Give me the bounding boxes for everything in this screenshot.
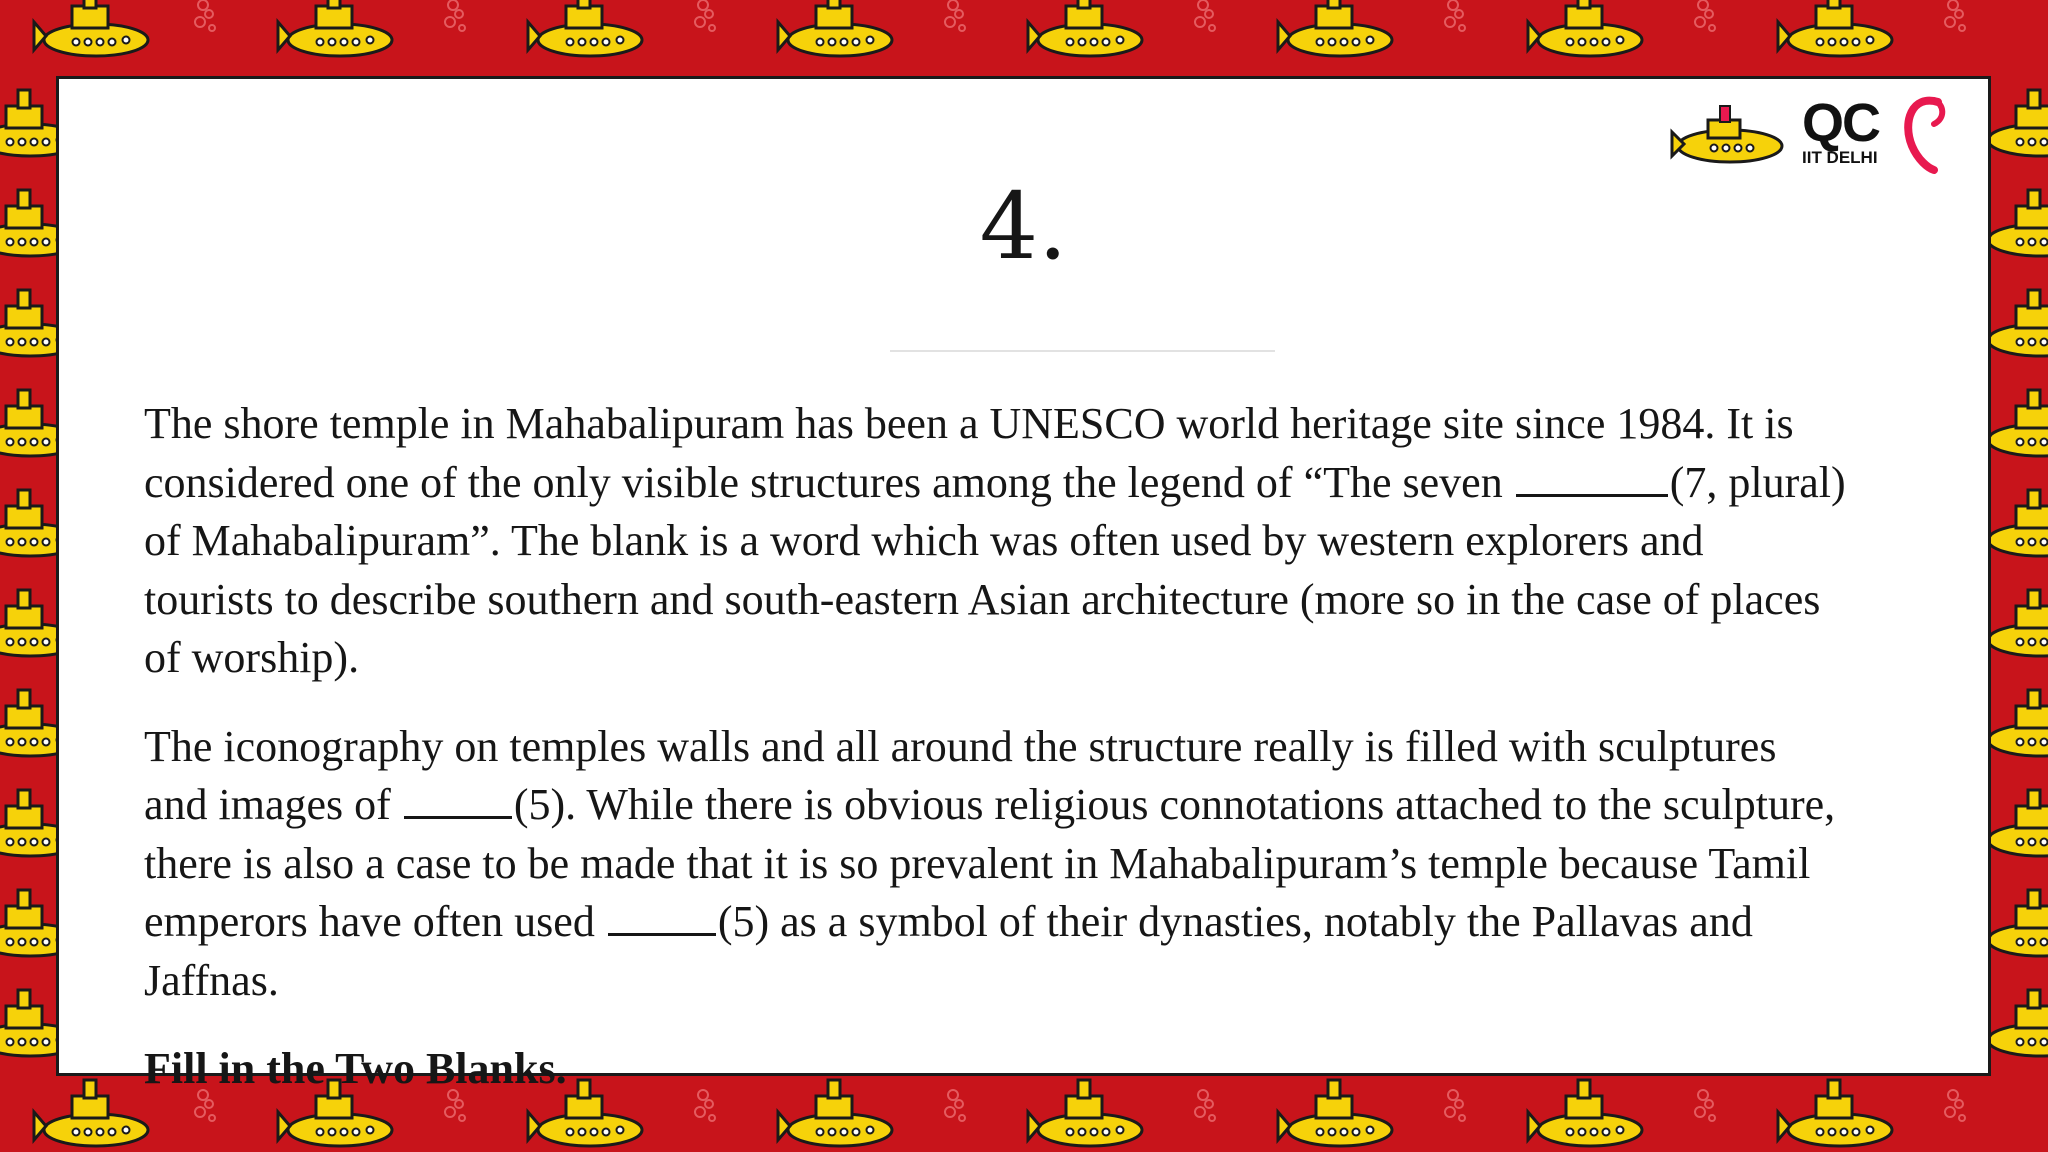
logo-brand-text: QC (1802, 93, 1879, 153)
text-line: The iconography on temples walls and all around the structure really is filled with sculptures (144, 721, 1777, 771)
text-line: of Mahabalipuram”. The blank is a word which was often used by western explorers and (144, 516, 1704, 565)
text-line-with-blank (144, 454, 2044, 513)
text-line: there is also a case to be made that it is so prevalent in Mahabalipuram’s temple because Tamil (144, 838, 1811, 888)
slide-card (56, 76, 1991, 1093)
question-number: 4. (979, 173, 1068, 280)
yellow-submarine-icon (1668, 96, 1798, 176)
text-line: tourists to describe southern and south-eastern Asian architecture (more so in the case of places (144, 574, 1821, 624)
pink-swirl-icon (1894, 88, 1954, 178)
text-line: Jaffnas. (144, 955, 279, 1005)
question-prompt: Fill in the Two Blanks. (144, 1044, 567, 1093)
logo-subtitle: IIT DELHI (1802, 148, 1878, 167)
text-fragment: (5). While there is obvious religious connotations attached to the sculpture, (513, 780, 1836, 829)
text-fragment: (7, plural) (1669, 457, 1846, 507)
paragraph-2 (144, 718, 2044, 1011)
answer-blank-2-repeat (608, 897, 716, 936)
text-fragment: emperors have often used (144, 897, 606, 946)
qc-iit-delhi-logo (1668, 88, 1958, 188)
answer-blank-1 (1516, 458, 1668, 497)
text-fragment: considered one of the only visible structures among the legend of “The seven (144, 457, 1514, 507)
text-line: of worship). (144, 633, 360, 682)
title-divider (890, 350, 1275, 352)
answer-blank-2 (404, 780, 512, 819)
question-body (144, 395, 2044, 1129)
text-line-with-blank (144, 776, 2044, 835)
text-fragment: (5) as a symbol of their dynasties, notably the Pallavas and (717, 897, 1753, 946)
paragraph-1 (144, 395, 2044, 688)
text-line: The shore temple in Mahabalipuram has been a UNESCO world heritage site since 1984. It is (144, 399, 1794, 448)
text-fragment: and images of (144, 780, 402, 829)
text-line-with-blank (144, 893, 2044, 952)
